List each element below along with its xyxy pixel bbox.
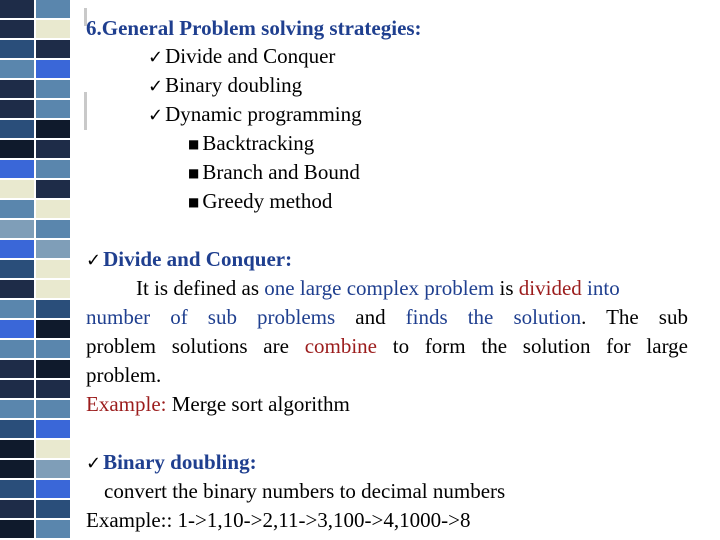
stripe-tile <box>36 20 70 38</box>
stripe-tile <box>0 260 34 278</box>
strategy-item: ✓Divide and Conquer <box>148 44 336 68</box>
stripe-tile <box>0 120 34 138</box>
stripe-tile <box>36 400 70 418</box>
stripe-tile <box>0 280 34 298</box>
stripe-tile <box>0 300 34 318</box>
checkmark-icon: ✓ <box>86 250 102 271</box>
checkmark-icon: ✓ <box>86 453 102 474</box>
stripe-tile <box>36 280 70 298</box>
definition-line-4: problem. <box>86 363 162 387</box>
section-title-divide-conquer: ✓Divide and Conquer: <box>86 247 293 271</box>
stripe-tile <box>36 440 70 458</box>
stripe-tile <box>0 420 34 438</box>
binary-doubling-description: convert the binary numbers to decimal numbers <box>104 479 506 503</box>
stripe-tile <box>0 460 34 478</box>
sub-strategy-item: ■ Backtracking <box>188 131 315 155</box>
stripe-tile <box>36 480 70 498</box>
stripe-tile <box>36 340 70 358</box>
stripe-tile <box>0 500 34 518</box>
stripe-tile <box>0 520 34 538</box>
stripe-tile <box>0 400 34 418</box>
stripe-tile <box>0 380 34 398</box>
stripe-tile <box>36 500 70 518</box>
stripe-tile <box>36 0 70 18</box>
stripe-tile <box>36 360 70 378</box>
stripe-tile <box>0 40 34 58</box>
stripe-tile <box>36 520 70 538</box>
stripe-tile <box>36 380 70 398</box>
stripe-tile <box>0 60 34 78</box>
sub-strategy-item: ■ Greedy method <box>188 189 333 213</box>
example-line-divide-conquer: Example: Merge sort algorithm <box>86 392 350 416</box>
stripe-tile <box>0 160 34 178</box>
stripe-tile <box>36 160 70 178</box>
stripe-tile <box>36 240 70 258</box>
definition-line-3: problem solutions are combine to form the solution for large <box>86 334 688 358</box>
stripe-tile <box>36 460 70 478</box>
binary-doubling-example: Example:: 1->1,10->2,11->3,100->4,1000->8 <box>86 508 471 532</box>
stripe-tile <box>0 20 34 38</box>
stripe-tile <box>36 40 70 58</box>
stripe-tile <box>36 120 70 138</box>
checkmark-icon: ✓ <box>148 76 164 97</box>
stripe-tile <box>36 60 70 78</box>
strategy-item: ✓Dynamic programming <box>148 102 362 126</box>
stripe-tile <box>0 200 34 218</box>
stripe-tile <box>36 420 70 438</box>
stripe-tile <box>36 300 70 318</box>
stripe-tile <box>36 320 70 338</box>
stripe-tile <box>36 180 70 198</box>
stripe-tile <box>36 200 70 218</box>
square-bullet-icon: ■ <box>188 195 200 209</box>
stripe-tile <box>0 140 34 158</box>
stripe-tile <box>36 100 70 118</box>
stripe-tile <box>0 320 34 338</box>
square-bullet-icon: ■ <box>188 166 200 180</box>
section-title-binary-doubling: ✓Binary doubling: <box>86 450 257 474</box>
stripe-tile <box>0 100 34 118</box>
stripe-tile <box>36 220 70 238</box>
stripe-tile <box>36 140 70 158</box>
stripe-tile <box>0 480 34 498</box>
stripe-tile <box>0 80 34 98</box>
stripe-tile <box>0 360 34 378</box>
definition-line-1: It is defined as one large complex problem is divided into <box>136 276 620 300</box>
stripe-tile <box>36 260 70 278</box>
checkmark-icon: ✓ <box>148 47 164 68</box>
stripe-tile <box>36 80 70 98</box>
accent-bar-middle <box>84 92 87 130</box>
definition-line-2: number of sub problems and finds the solution. The sub <box>86 305 688 329</box>
stripe-tile <box>0 0 34 18</box>
sub-strategy-item: ■ Branch and Bound <box>188 160 360 184</box>
slide-heading: 6.General Problem solving strategies: <box>86 16 422 40</box>
stripe-tile <box>0 180 34 198</box>
stripe-tile <box>0 240 34 258</box>
checkmark-icon: ✓ <box>148 105 164 126</box>
square-bullet-icon: ■ <box>188 137 200 151</box>
stripe-tile <box>0 340 34 358</box>
stripe-tile <box>0 220 34 238</box>
strategy-item: ✓Binary doubling <box>148 73 303 97</box>
decorative-block-stripe <box>0 0 72 540</box>
stripe-tile <box>0 440 34 458</box>
